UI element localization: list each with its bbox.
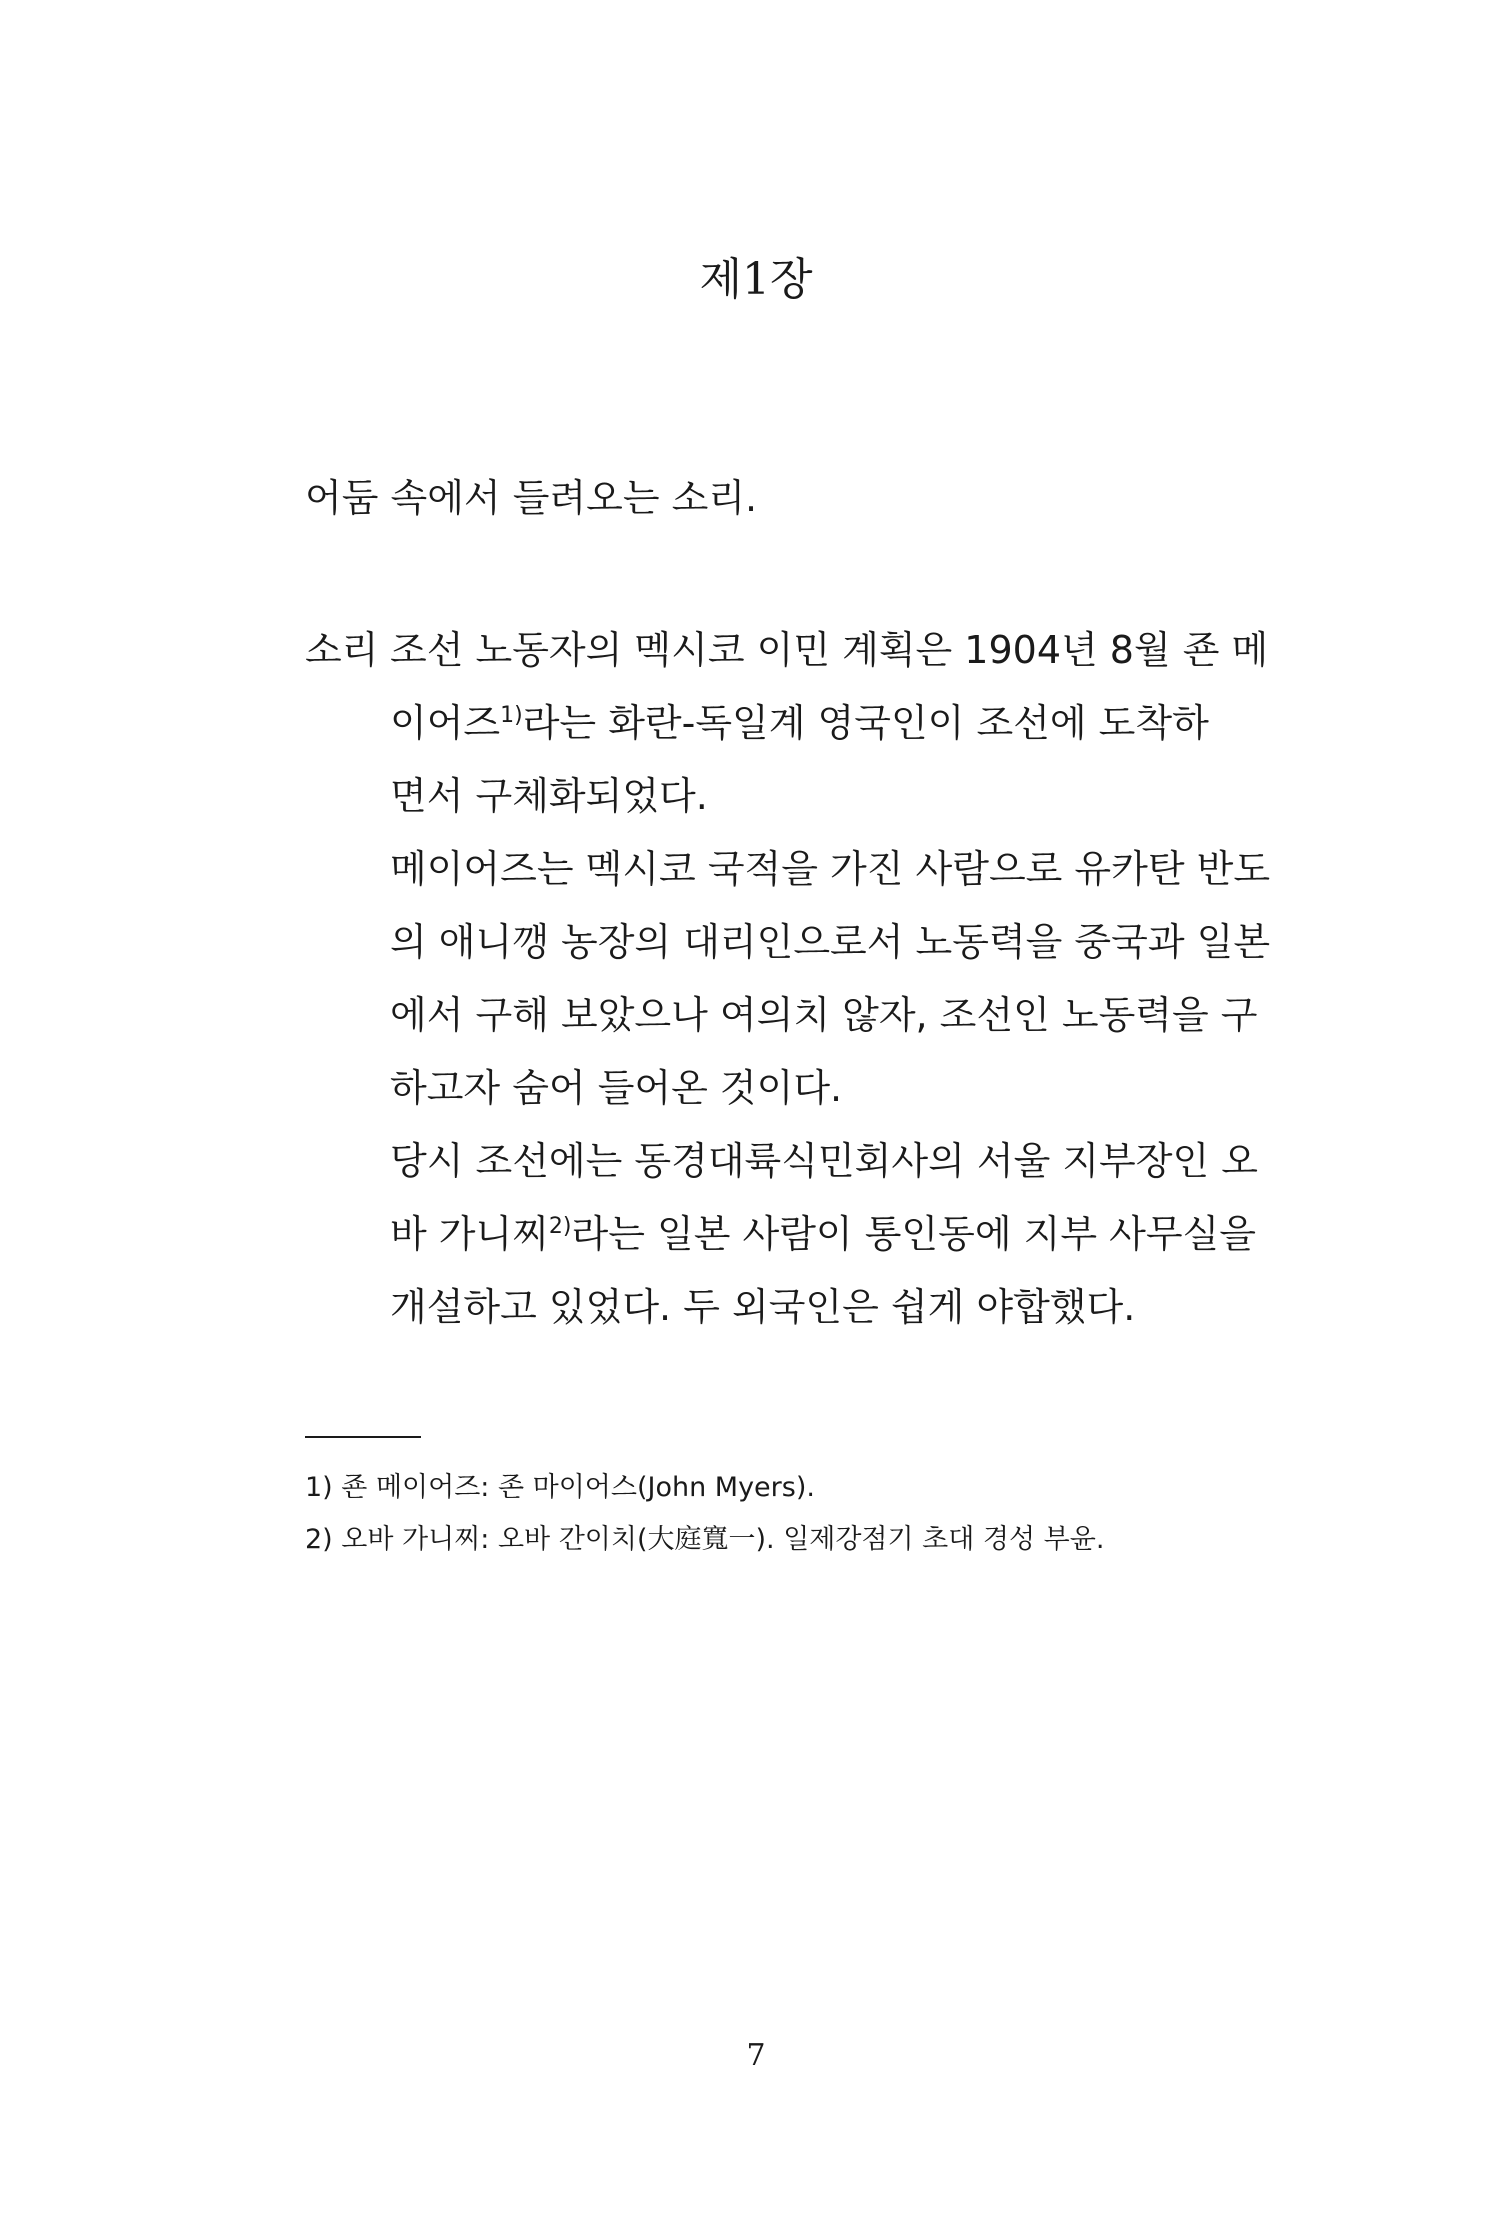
dialogue-line (390, 622, 1269, 695)
dialogue-lines (390, 622, 1271, 1352)
speaker-name: 소리 (305, 628, 379, 672)
footnote-2: 2) 오바 가니찌: 오바 간이치(大庭寬一). 일제강점기 초대 경성 부윤. (305, 1524, 1105, 1555)
line-text: 면서 구체화되었다. (390, 774, 708, 818)
line-text: 의 애니깽 농장의 대리인으로서 노동력을 중국과 일본 (390, 920, 1271, 964)
line-text: 개설하고 있었다. 두 외국인은 쉽게 야합했다. (390, 1285, 1136, 1329)
stage-direction: 어둠 속에서 들려오는 소리. (305, 476, 758, 520)
footnote-ref-1[interactable]: 1) (500, 703, 523, 728)
dialogue-line (390, 695, 1250, 768)
dialogue-line (390, 1060, 1250, 1133)
footnotes (305, 1468, 1305, 1572)
line-text: 에서 구해 보았으나 여의치 않자, 조선인 노동력을 구 (390, 993, 1258, 1037)
page-number: 7 (746, 2038, 766, 2073)
footnote-ref-2[interactable]: 2) (548, 1214, 572, 1239)
dialogue-line (390, 987, 1258, 1060)
line-text: 라는 일본 사람이 통인동에 지부 사무실을 (571, 1212, 1256, 1256)
footnote-divider (305, 1436, 421, 1438)
chapter-title: 제1장 (699, 254, 813, 305)
line-text: 라는 화란-독일계 영국인이 조선에 도착하 (522, 701, 1209, 745)
line-text: 조선 노동자의 멕시코 이민 계획은 1904년 8월 죤 메 (390, 628, 1269, 672)
line-text: 바 가니찌 (390, 1212, 549, 1256)
line-text: 이어즈 (390, 701, 501, 745)
dialogue-line (390, 1133, 1258, 1206)
dialogue-line (390, 768, 1250, 841)
line-text: 하고자 숨어 들어온 것이다. (390, 1066, 843, 1110)
dialogue-line (390, 1206, 1256, 1279)
footnote-1: 1) 죤 메이어즈: 존 마이어스(John Myers). (305, 1472, 815, 1503)
line-text: 당시 조선에는 동경대륙식민회사의 서울 지부장인 오 (390, 1139, 1258, 1183)
line-text: 메이어즈는 멕시코 국적을 가진 사람으로 유카탄 반도 (390, 847, 1271, 891)
dialogue-line (390, 914, 1271, 987)
dialogue-line (390, 841, 1271, 914)
dialogue-line (390, 1279, 1250, 1352)
